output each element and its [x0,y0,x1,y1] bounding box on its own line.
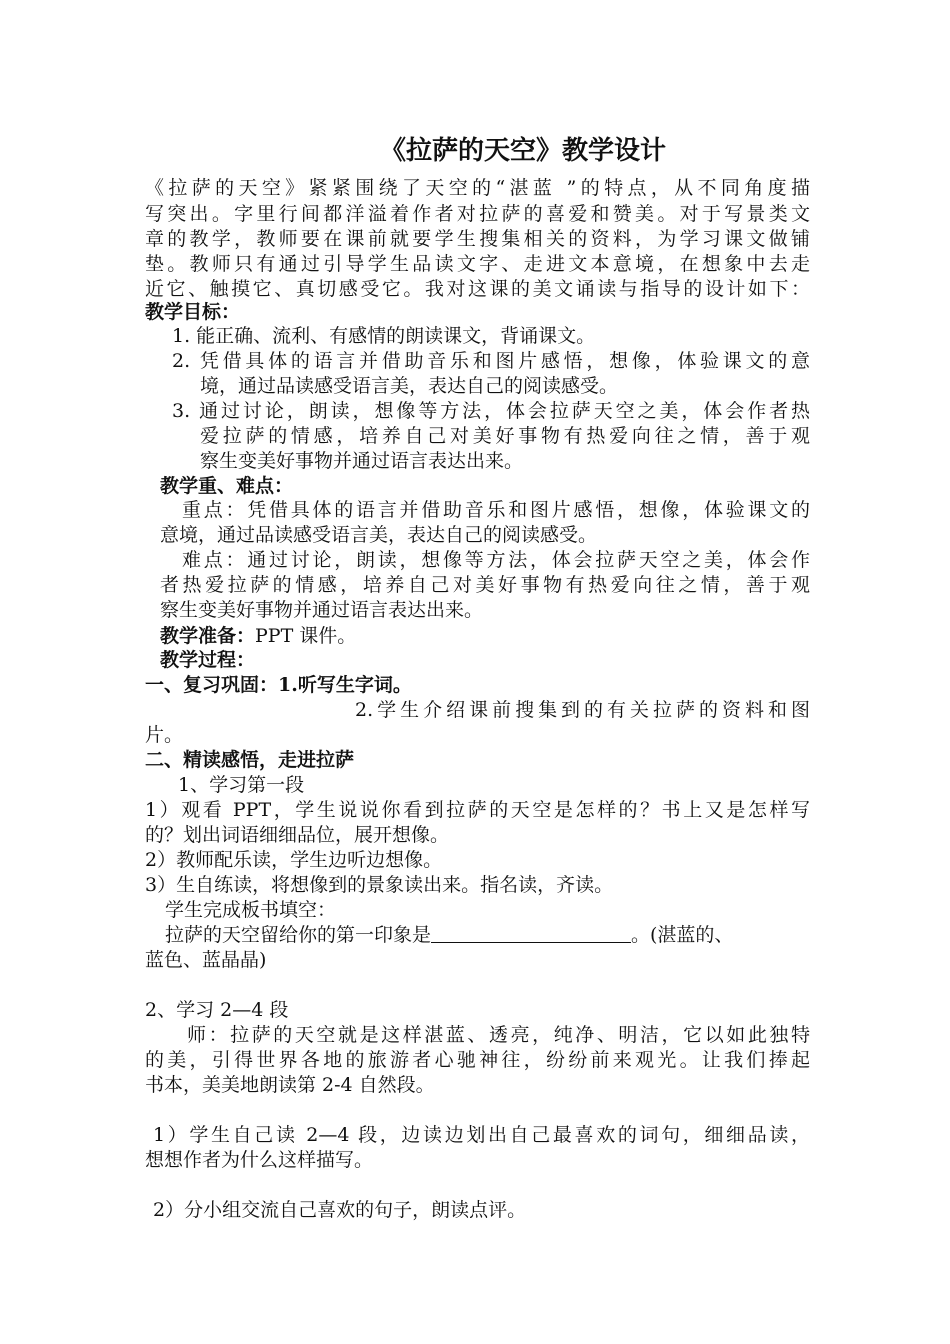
intro-line: 近它、触摸它、真切感受它。我对这课的美文诵读与指导的设计如下： [145,278,810,300]
step-line: 2）分小组交流自己喜欢的句子，朗读点评。 [153,1199,527,1221]
section-1-item-cont: 片。 [145,724,184,746]
key-heading: 教学重、难点： [160,475,294,497]
step-line: 的？划出词语细细品位，展开想像。 [145,824,450,846]
goals-heading: 教学目标： [145,301,241,323]
fill-intro: 学生完成板书填空： [165,899,337,921]
subsection-2-heading: 2、学习 2—4 段 [145,999,289,1021]
document-title: 《拉萨的天空》教学设计 [380,136,667,166]
step-line: 想想作者为什么这样描写。 [145,1149,374,1171]
step-line: 2）教师配乐读，学生边听边想像。 [145,849,443,871]
fill-suffix: 。(湛蓝的、 [631,924,734,946]
process-heading: 教学过程： [160,649,256,671]
goal-item-cont: 爱拉萨的情感，培养自己对美好事物有热爱向往之情，善于观 [200,425,810,447]
fill-line [165,923,830,947]
step-line: 1）学生自己读 2—4 段，边读边划出自己最喜欢的词句，细细品读， [153,1124,810,1146]
goal-item: 2. 凭借具体的语言并借助音乐和图片感悟，想像，体验课文的意 [172,350,810,372]
goal-item-cont: 境，通过品读感受语言美，表达自己的阅读感受。 [200,375,619,397]
teacher-line: 师：拉萨的天空就是这样湛蓝、透亮，纯净、明洁，它以如此独特 [187,1024,810,1046]
goal-item: 1. 能正确、流利、有感情的朗读课文，背诵课文。 [172,325,596,347]
difficult-points-line: 察生变美好事物并通过语言表达出来。 [160,599,484,621]
difficult-points-line: 者热爱拉萨的情感，培养自己对美好事物有热爱向往之情，善于观 [160,574,810,596]
key-points-line: 重点：凭借具体的语言并借助音乐和图片感悟，想像，体验课文的 [182,499,810,521]
intro-line: 垫。教师只有通过引导学生品读文字、走进文本意境，在想象中去走 [145,253,810,275]
goal-item: 3. 通过讨论，朗读，想像等方法，体会拉萨天空之美，体会作者热 [172,400,810,422]
key-points-line: 意境，通过品读感受语言美，表达自己的阅读感受。 [160,524,598,546]
intro-line: 章的教学，教师要在课前就要学生搜集相关的资料，为学习课文做铺 [145,228,810,250]
teacher-line: 的美，引得世界各地的旅游者心驰神往，纷纷前来观光。让我们捧起 [145,1049,810,1071]
intro-line: 《拉萨的天空》紧紧围绕了天空的“湛蓝 ”的特点，从不同角度描 [145,177,810,199]
section-1-heading: 一、复习巩固：1.听写生字词。 [145,674,412,696]
intro-line: 写突出。字里行间都洋溢着作者对拉萨的喜爱和赞美。对于写景类文 [145,203,810,225]
section-2-heading: 二、精读感悟，走进拉萨 [145,749,355,771]
fill-prefix: 拉萨的天空留给你的第一印象是 [165,924,432,946]
prep-heading: 教学准备： [160,625,256,647]
prep-text: PPT 课件。 [255,625,357,647]
teacher-line: 书本，美美地朗读第 2-4 自然段。 [145,1074,435,1096]
fill-answer: 蓝色、蓝晶晶) [145,949,267,971]
step-line: 1）观看 PPT，学生说说你看到拉萨的天空是怎样的？书上又是怎样写 [145,799,810,821]
subsection-1-heading: 1、学习第一段 [178,774,305,796]
difficult-points-line: 难点：通过讨论，朗读，想像等方法，体会拉萨天空之美，体会作 [182,549,810,571]
prep-line [160,624,825,648]
section-1-item: 2.学生介绍课前搜集到的有关拉萨的资料和图 [355,699,810,721]
fill-blank [431,924,631,943]
step-line: 3）生自练读，将想像到的景象读出来。指名读，齐读。 [145,874,614,896]
goal-item-cont: 察生变美好事物并通过语言表达出来。 [200,450,524,472]
